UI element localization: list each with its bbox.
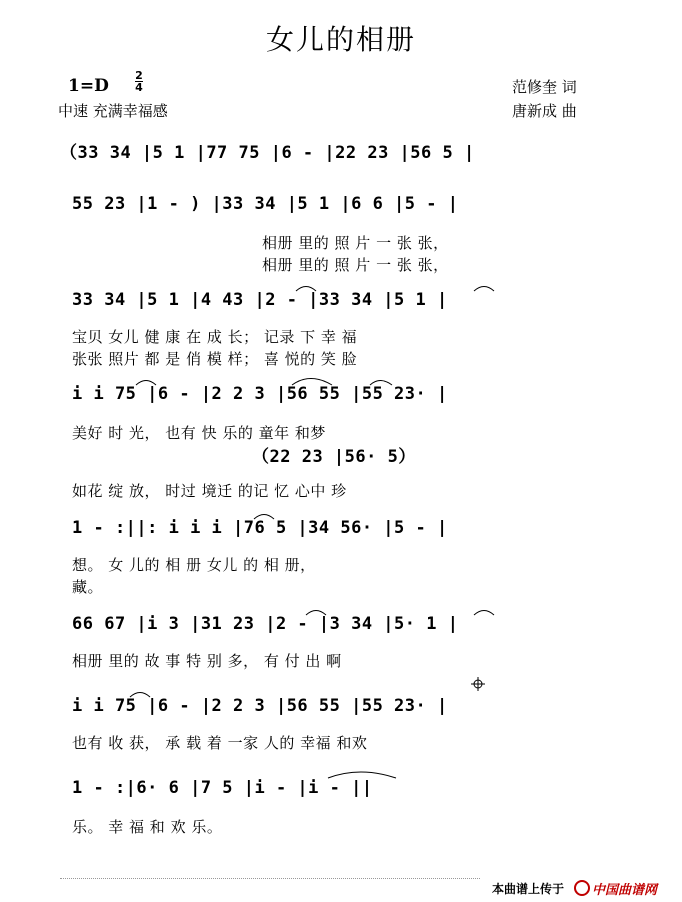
slur-5 (370, 381, 392, 386)
slur-1 (296, 287, 316, 292)
lyric-line-6: 相册 里的 故 事 特 别 多， 有 付 出 啊 (72, 652, 342, 670)
notation-line-8: i i 75 |6 - |2 2 3 |56 55 |55 23· | (72, 696, 448, 716)
footer-uploaded-label: 本曲谱上传于 (492, 882, 565, 896)
notation-line-4: i i 75 |6 - |2 2 3 |56 55 |55 23· | (72, 384, 448, 404)
notation-line-5: （22 23 |56· 5） (252, 447, 416, 467)
notation-line-9: 1 - :|6· 6 |7 5 |i - |i - || (72, 778, 373, 798)
lyric-line-1a: 相册 里的 照 片 一 张 张， (262, 234, 449, 252)
song-title: 女儿的相册 (265, 23, 416, 56)
slur-2 (474, 287, 494, 292)
slur-3 (136, 381, 156, 386)
notation-line-3: 33 34 |5 1 |4 43 |2 - |33 34 |5 1 | (72, 290, 448, 310)
site-logo-icon (574, 880, 590, 896)
lyricist-credit: 范修奎 词 (512, 78, 577, 96)
footer-divider (60, 878, 480, 879)
lyric-line-2a: 宝贝 女儿 健 康 在 成 长； 记录 下 幸 福 (72, 328, 358, 346)
slur-8 (474, 611, 494, 616)
key-signature: 1=D (68, 76, 109, 96)
coda-icon (471, 677, 485, 691)
notation-line-6: 1 - :||: i i i |76 5 |34 56· |5 - | (72, 518, 448, 538)
lyric-line-5: 想。 女 儿的 相 册 女儿 的 相 册， (72, 556, 316, 574)
composer-credit: 唐新成 曲 (512, 102, 577, 120)
notation-line-1: （33 34 |5 1 |77 75 |6 - |22 23 |56 5 | (60, 143, 475, 163)
slur-9 (130, 693, 150, 698)
lyric-line-8: 乐。 幸 福 和 欢 乐。 (72, 818, 223, 836)
time-signature-denominator: 4 (135, 81, 143, 94)
lyric-line-2b: 张张 照片 都 是 俏 模 样； 喜 悦的 笑 脸 (72, 350, 358, 368)
lyric-line-7: 也有 收 获， 承 载 着 一家 人的 幸福 和欢 (72, 734, 368, 752)
notation-line-7: 66 67 |i 3 |31 23 |2 - |3 34 |5· 1 | (72, 614, 459, 634)
lyric-line-4: 如花 绽 放， 时过 境迁 的记 忆 心中 珍 (72, 482, 347, 500)
slur-6 (254, 515, 274, 520)
time-signature-numerator: 2 (135, 69, 143, 82)
tempo-marking: 中速 充满幸福感 (58, 102, 168, 120)
lyric-line-3: 美好 时 光， 也有 快 乐的 童年 和梦 (72, 424, 326, 442)
site-logo[interactable] (574, 879, 657, 898)
lyric-line-5b: 藏。 (72, 578, 104, 596)
slur-7 (306, 611, 326, 616)
tie-final (328, 772, 396, 778)
lyric-line-1b: 相册 里的 照 片 一 张 张， (262, 256, 449, 274)
slur-4 (292, 379, 332, 386)
site-name: 中国曲谱网 (592, 883, 658, 898)
notation-line-2: 55 23 |1 - ) |33 34 |5 1 |6 6 |5 - | (72, 194, 459, 214)
